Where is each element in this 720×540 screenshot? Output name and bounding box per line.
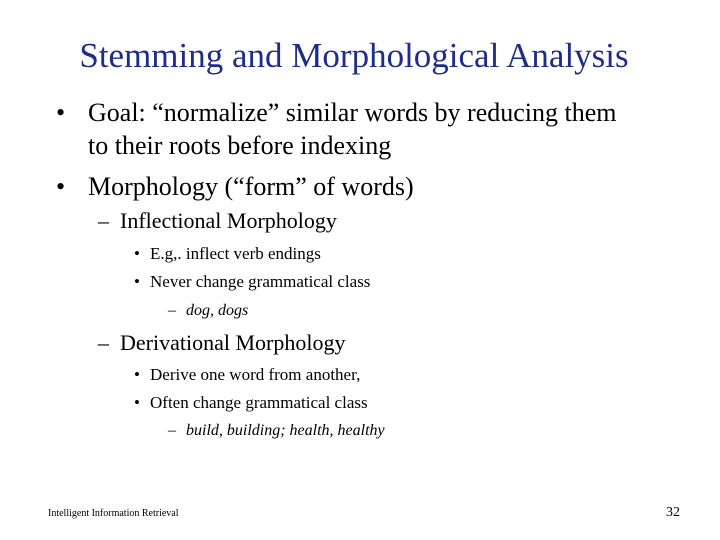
inflectional-heading: Inflectional Morphology [120,208,337,233]
bullet-dot-icon: • [56,172,66,201]
slide-footer: Intelligent Information Retrieval [48,508,179,519]
bullet-dot-icon: • [134,393,140,412]
bullet-morphology-text: Morphology (“form” of words) [88,172,414,201]
bullet-goal-line1: Goal: “normalize” similar words by reducing them [88,98,617,127]
derivational-point-1-text: Derive one word from another, [150,365,361,384]
inflectional-point-2-text: Never change grammatical class [150,272,371,291]
inflectional-point-1-text: E.g,. inflect verb endings [150,244,321,263]
slide-title: Stemming and Morphological Analysis [79,36,629,75]
bullet-goal-line2: to their roots before indexing [88,131,392,160]
derivational-heading: Derivational Morphology [120,330,346,355]
dash-icon: – [98,330,109,355]
dash-icon: – [168,302,176,319]
bullet-dot-icon: • [134,272,140,291]
bullet-dot-icon: • [134,365,140,384]
dash-icon: – [98,208,109,233]
derivational-example-text: build, building; health, healthy [186,422,385,439]
bullet-dot-icon: • [56,98,66,127]
page-number: 32 [666,505,680,520]
bullet-dot-icon: • [134,244,140,263]
derivational-point-2-text: Often change grammatical class [150,393,368,412]
inflectional-example-text: dog, dogs [186,302,249,319]
dash-icon: – [168,422,176,439]
